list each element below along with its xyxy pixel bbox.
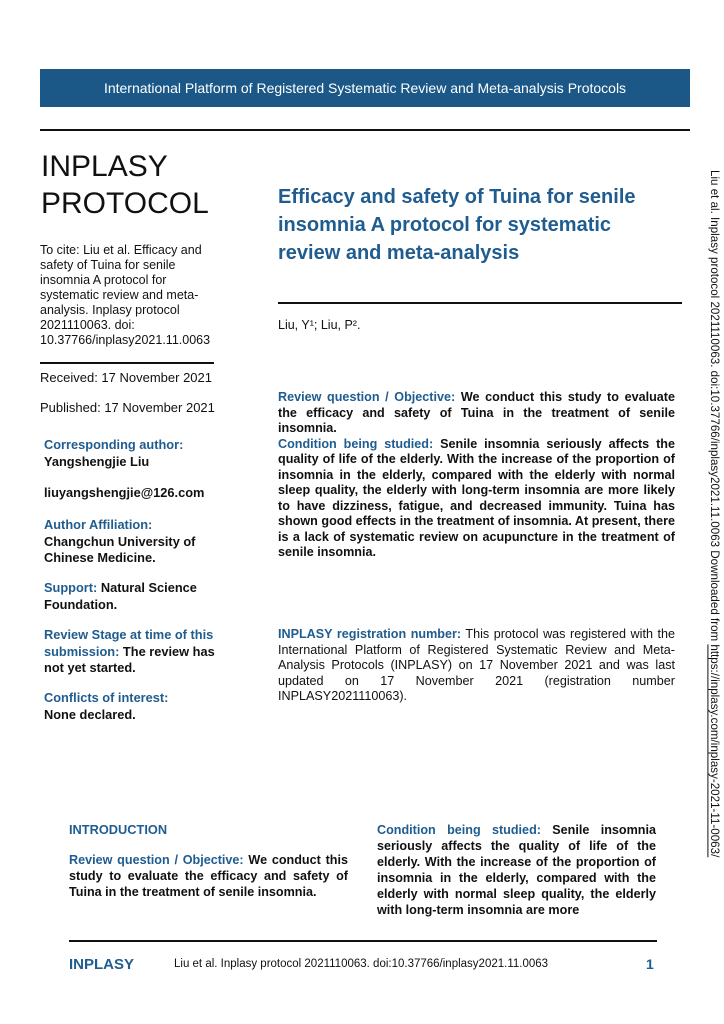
title-divider bbox=[278, 302, 682, 304]
right-condition-label: Condition being studied: bbox=[377, 823, 541, 837]
author-affiliation bbox=[44, 517, 219, 567]
affiliation-label: Author Affiliation: bbox=[44, 517, 153, 532]
right-column bbox=[377, 822, 656, 919]
margin-download-note bbox=[704, 170, 724, 910]
objective-text: We conduct this study to evaluate the efficacy and safety of Tuina in the treatment of senile insomnia. bbox=[278, 390, 675, 435]
left-column bbox=[69, 852, 348, 900]
header-banner: International Platform of Registered Systematic Review and Meta-analysis Protocols bbox=[40, 69, 690, 107]
review-stage bbox=[44, 627, 219, 677]
protocol-title bbox=[41, 148, 209, 222]
condition-label: Condition being studied: bbox=[278, 436, 434, 451]
introduction-heading: INTRODUCTION bbox=[69, 822, 168, 837]
support-label: Support: bbox=[44, 580, 98, 595]
abstract-objective bbox=[278, 390, 675, 437]
footer-citation: Liu et al. Inplasy protocol 2021110063. doi:10.37766/inplasy2021.11.0063 bbox=[174, 958, 549, 970]
paper-title: Efficacy and safety of Tuina for senile insomnia A protocol for systematic review and meta-analysis bbox=[278, 186, 636, 264]
received-date: Received: 17 November 2021 bbox=[40, 370, 212, 385]
footer-divider bbox=[69, 940, 657, 942]
conflicts-value: None declared. bbox=[44, 706, 136, 722]
objective-label: Review question / Objective: bbox=[278, 390, 456, 404]
margin-note-text: Liu et al. Inplasy protocol 2021110063. doi:10.37766/inplasy2021.11.0063 Downloaded from bbox=[708, 170, 721, 645]
protocol-title-line2: PROTOCOL bbox=[41, 187, 209, 220]
download-link[interactable]: https://inplasy.com/inplasy-2021-11-0063/ bbox=[708, 644, 721, 858]
affiliation-value: Changchun University of Chinese Medicine. bbox=[44, 533, 196, 565]
left-objective-text: We conduct this study to evaluate the efficacy and safety of Tuina in the treatment of senile insomnia. bbox=[69, 853, 348, 899]
top-divider bbox=[40, 129, 690, 131]
corresponding-name: Yangshengjie Liu bbox=[44, 453, 150, 469]
page-number: 1 bbox=[646, 956, 654, 972]
author-email[interactable]: liuyangshengjie@126.com bbox=[44, 485, 205, 500]
conflicts-label: Conflicts of interest: bbox=[44, 690, 169, 705]
abstract bbox=[278, 390, 675, 561]
registration-text: This protocol was registered with the International Platform of Registered Systematic Review and Meta-Analysis Protocols (INPLASY) on 17 November 2021 and was last updated on 17 November 2021 (registration number INPLASY2021110063). bbox=[278, 627, 675, 703]
registration-info bbox=[278, 627, 675, 705]
right-condition-text: Senile insomnia seriously affects the quality of life of the elderly. With the increase of the proportion of insomnia in the elderly, compared with the elderly with normal sleep quality, the elderly with long-term insomnia are more bbox=[377, 823, 656, 918]
corresponding-label: Corresponding author: bbox=[44, 437, 184, 452]
left-objective-label: Review question / Objective: bbox=[69, 853, 244, 867]
published-date: Published: 17 November 2021 bbox=[40, 400, 215, 415]
protocol-title-line1: INPLASY bbox=[41, 150, 168, 183]
stage-label: Review Stage at time of this submission: bbox=[44, 627, 214, 659]
footer-brand: INPLASY bbox=[69, 956, 135, 973]
citation: To cite: Liu et al. Efficacy and safety of Tuina for senile insomnia A protocol for systematic review and meta-analysis. Inplasy protocol 2021110063. doi: 10.37766/inplasy2021.11.0063 bbox=[40, 243, 211, 347]
authors: Liu, Y¹; Liu, P². bbox=[278, 318, 361, 332]
registration-label: INPLASY registration number: bbox=[278, 627, 462, 641]
sidebar-divider bbox=[40, 362, 214, 364]
abstract-condition bbox=[278, 437, 675, 561]
support bbox=[44, 580, 219, 613]
corresponding-author bbox=[44, 437, 219, 470]
condition-text: Senile insomnia seriously affects the quality of life of the elderly. With the increase of the proportion of insomnia in the elderly, compared with the elderly with normal sleep quality, the elderly with long-term insomnia are more likely to have dizziness, fatigue, and decreased immunity. Tuina has shown good effects in the treatment of insomnia. At present, there is a lack of systematic review on acupuncture in the treatment of senile insomnia. bbox=[278, 436, 675, 559]
stage-value: The review has not yet started. bbox=[44, 643, 215, 675]
support-value: Natural Science Foundation. bbox=[44, 580, 197, 612]
conflicts-of-interest bbox=[44, 690, 219, 723]
